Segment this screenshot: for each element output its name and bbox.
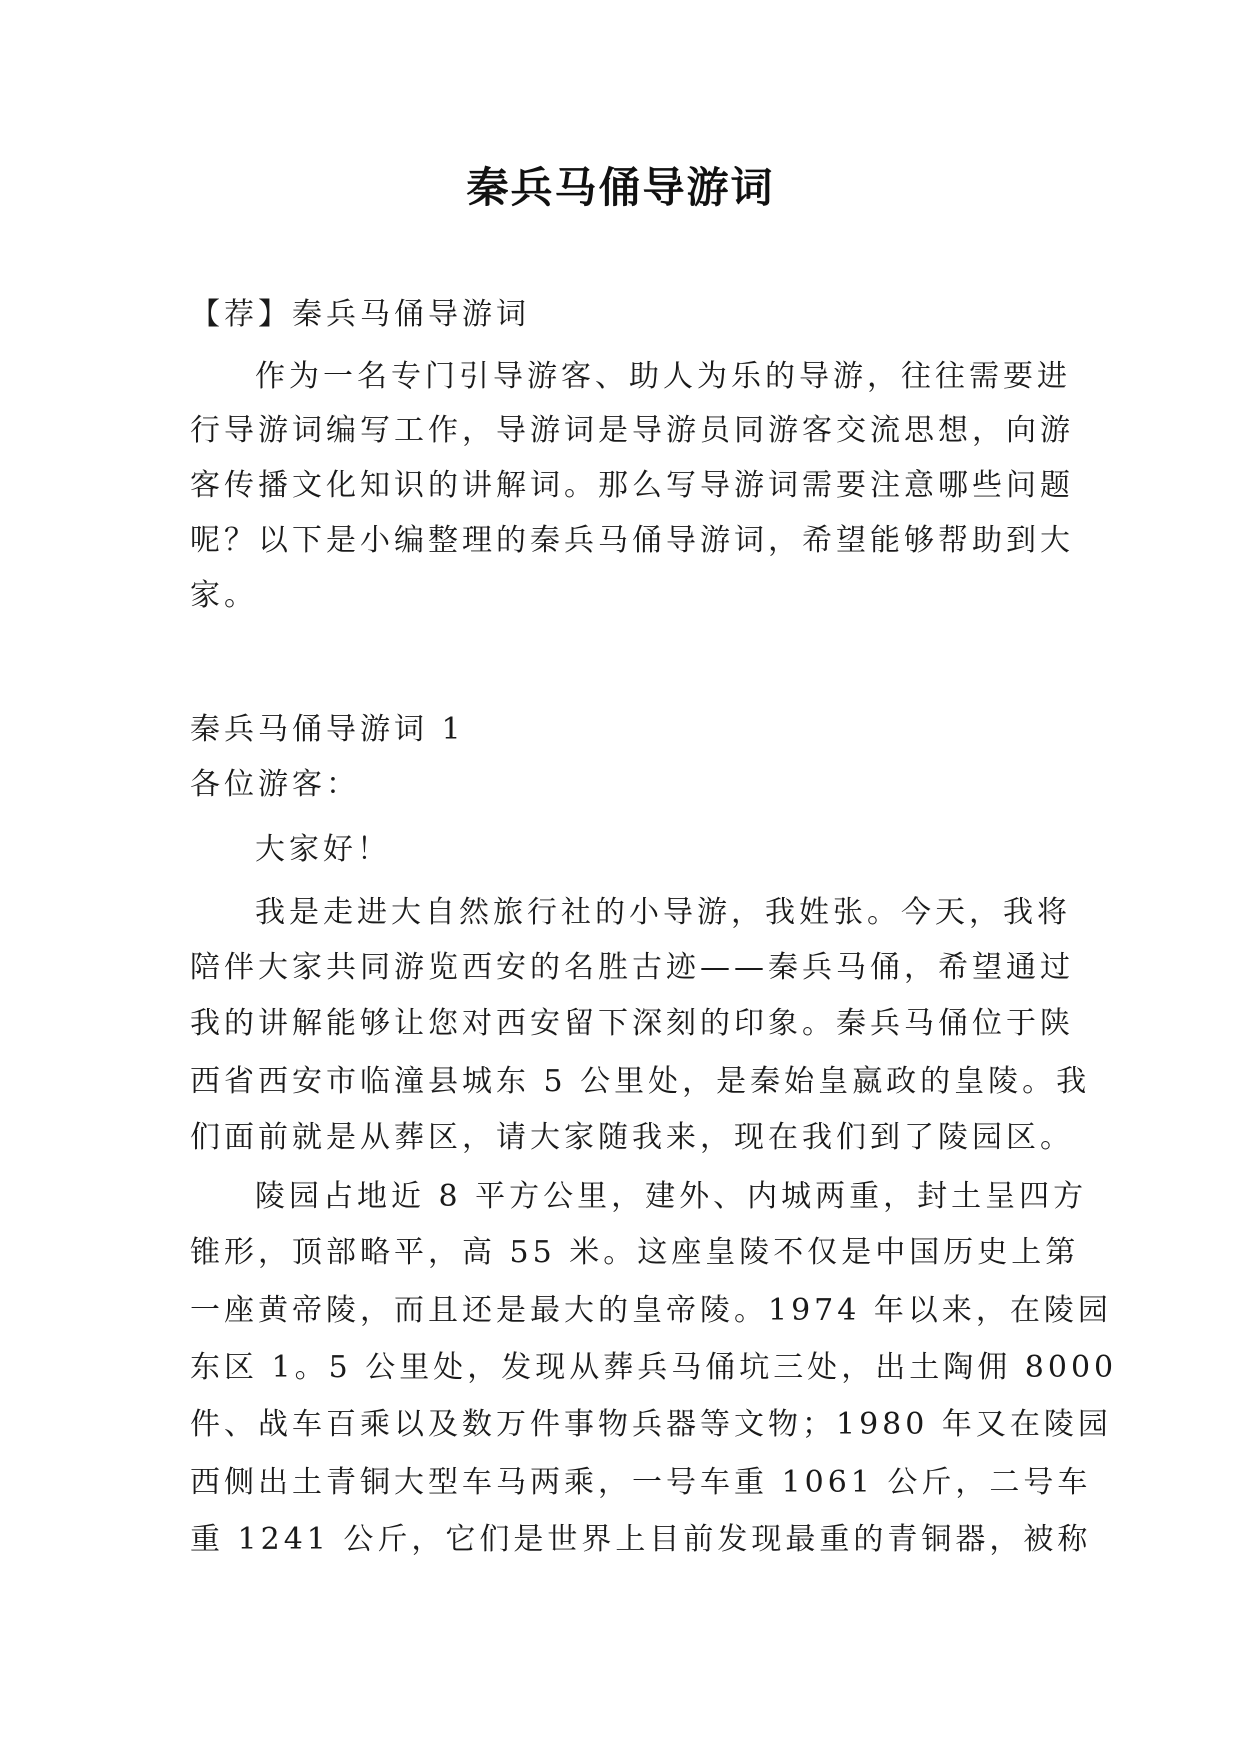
intro-line-1: 作为一名专门引导游客、助人为乐的导游，往往需要进 <box>255 359 1071 394</box>
intro-line-5: 家。 <box>190 578 258 613</box>
para2-line-4: 东区 1。5 公里处，发现从葬兵马俑坑三处，出土陶佣 8000 <box>190 1350 1118 1385</box>
document-title: 秦兵马俑导游词 <box>466 163 775 212</box>
intro-line-2: 行导游词编写工作，导游词是导游员同游客交流思想，向游 <box>190 413 1074 448</box>
recommend-heading: 【荐】秦兵马俑导游词 <box>190 297 530 332</box>
intro-line-3: 客传播文化知识的讲解词。那么写导游词需要注意哪些问题 <box>190 468 1074 503</box>
para2-line-2: 锥形，顶部略平，高 55 米。这座皇陵不仅是中国历史上第 <box>190 1235 1080 1270</box>
para2-line-6: 西侧出土青铜大型车马两乘，一号车重 1061 公斤，二号车 <box>190 1465 1092 1500</box>
para1-line-5: 们面前就是从葬区，请大家随我来，现在我们到了陵园区。 <box>190 1120 1074 1155</box>
para2-line-3: 一座黄帝陵，而且还是最大的皇帝陵。1974 年以来，在陵园 <box>190 1293 1112 1328</box>
para1-line-4: 西省西安市临潼县城东 5 公里处，是秦始皇嬴政的皇陵。我 <box>190 1064 1091 1099</box>
greeting: 大家好！ <box>255 832 391 867</box>
section-heading: 秦兵马俑导游词 1 <box>190 712 465 747</box>
para1-line-3: 我的讲解能够让您对西安留下深刻的印象。秦兵马俑位于陕 <box>190 1006 1074 1041</box>
para1-line-2: 陪伴大家共同游览西安的名胜古迹——秦兵马俑，希望通过 <box>190 950 1074 985</box>
intro-line-4: 呢？以下是小编整理的秦兵马俑导游词，希望能够帮助到大 <box>190 523 1074 558</box>
para1-line-1: 我是走进大自然旅行社的小导游，我姓张。今天，我将 <box>255 895 1071 930</box>
para2-line-7: 重 1241 公斤，它们是世界上目前发现最重的青铜器，被称 <box>190 1522 1092 1557</box>
para2-line-5: 件、战车百乘以及数万件事物兵器等文物；1980 年又在陵园 <box>190 1407 1112 1442</box>
para2-line-1: 陵园占地近 8 平方公里，建外、内城两重，封土呈四方 <box>255 1179 1088 1214</box>
salutation: 各位游客： <box>190 767 360 802</box>
